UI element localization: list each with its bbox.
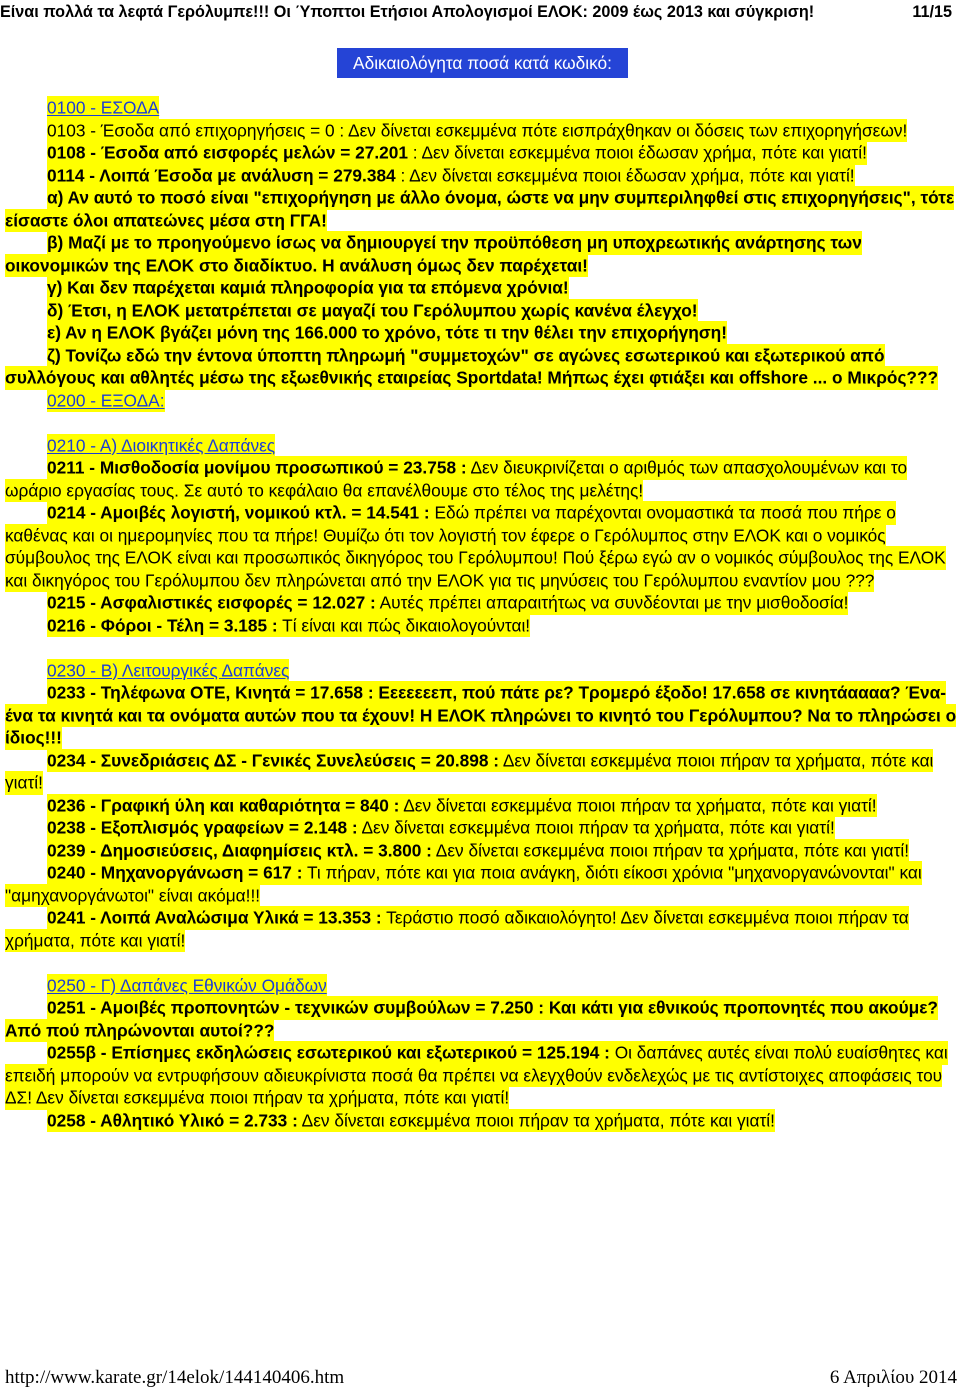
page-counter: 11/15 bbox=[912, 3, 952, 21]
note-d bbox=[5, 300, 958, 323]
note-c bbox=[5, 277, 958, 300]
document-title: Είναι πολλά τα λεφτά Γερόλυμπε!!! Οι Ύποπτοι Ετήσιοι Απολογισμοί ΕΛΟΚ: 2009 έως 2013 και σύγκριση! bbox=[0, 3, 815, 21]
entry-amount: 0236 - Γραφική ύλη και καθαριότητα = 840 : bbox=[47, 795, 400, 816]
entry-amount: 0240 - Μηχανοργάνωση = 617 : bbox=[47, 863, 303, 883]
entry-amount: 0214 - Αμοιβές λογιστή, νομικού κτλ. = 14.541 : bbox=[47, 503, 430, 523]
entry-0241 bbox=[5, 907, 958, 952]
entry-comment: Τί είναι και πώς δικαιολογούνται! bbox=[277, 615, 531, 636]
entry-comment: Εδώ πρέπει να παρέχονται ονομαστικά τα ποσά που πήρε ο καθένας και οι ημερομηνίες που τα πήρε! Θυμίζω ότι τον λογιστή τον έφερε ο Γερόλυμπος στην ΕΛΟΚ και ο νομικός σύμβουλος της ΕΛΟΚ είναι και προσωπικός δικηγόρος του Γερόλυμπου! Πού ξέρω εγώ αν ο νομικός σύμβουλος της ΕΛΟΚ και δικηγόρος του Γερόλυμπου δεν πληρώνεται από την ΕΛΟΚ για τις μηνύσεις του Γερόλυμπου εναντίον μου ??? bbox=[5, 503, 946, 591]
entry-0114 bbox=[5, 165, 958, 188]
entry-0258 bbox=[5, 1110, 958, 1133]
entry-amount: 0255β - Επίσημες εκδηλώσεις εσωτερικού και εξωτερικού = 125.194 : bbox=[47, 1043, 610, 1063]
entry-0215 bbox=[5, 592, 958, 615]
entry-comment: Τεράστιο ποσό αδικαιολόγητο! Δεν δίνεται εσκεμμένα ποιοι πήραν τα χρήματα, πότε και γιατί! bbox=[5, 908, 909, 951]
entry-comment: Δεν δίνεται εσκεμμένα ποιοι πήραν τα χρήματα, πότε και γιατί! bbox=[399, 795, 877, 816]
entry-0234 bbox=[5, 750, 958, 795]
entry-text: 0103 - Έσοδα από επιχορηγήσεις = 0 : Δεν δίνεται εσκεμμένα πότε εισπράχθηκαν οι δόσεις των επιχορηγήσεων! bbox=[47, 120, 908, 141]
blank-line bbox=[5, 637, 958, 660]
entry-0239 bbox=[5, 840, 958, 863]
heading-0210-administrative bbox=[5, 435, 958, 458]
entry-comment: : Δεν δίνεται εσκεμμένα ποιοι έδωσαν χρήμα, πότε και γιατί! bbox=[412, 143, 867, 163]
entry-0103 bbox=[5, 120, 958, 143]
entry-0240 bbox=[5, 862, 958, 907]
note-text: ε) Αν η ΕΛΟΚ βγάζει μόνη της 166.000 το χρόνο, τότε τι την θέλει την επιχορήγηση! bbox=[47, 323, 727, 343]
entry-amount: 0211 - Μισθοδοσία μονίμου προσωπικού = 23.758 : bbox=[47, 458, 467, 478]
entry-0108 bbox=[5, 142, 958, 165]
entry-comment: Αυτές πρέπει απαραιτήτως να συνδέονται με την μισθοδοσία! bbox=[375, 593, 849, 613]
entry-0236 bbox=[5, 795, 958, 818]
section-heading: 0210 - Α) Διοικητικές Δαπάνες bbox=[47, 435, 276, 456]
entry-0238 bbox=[5, 817, 958, 840]
section-heading: 0250 - Γ) Δαπάνες Εθνικών Ομάδων bbox=[47, 975, 327, 996]
entry-comment: Δεν διευκρινίζεται ο αριθμός των απασχολουμένων και το ωράριο εργασίας τους. Σε αυτό το κεφάλαιο θα επανέλθουμε στο τέλος της μελέτης! bbox=[5, 458, 908, 501]
note-text: α) Αν αυτό το ποσό είναι "επιχορήγηση με άλλο όνομα, ώστε να μην συμπεριληφθεί στις επιχορηγήσεις", τότε είσαστε όλοι απατεώνες μέσα στη ΓΓΑ! bbox=[5, 188, 955, 231]
section-heading: 0230 - Β) Λειτουργικές Δαπάνες bbox=[47, 660, 290, 681]
entry-text: 0251 - Αμοιβές προπονητών - τεχνικών συμβούλων = 7.250 : Και κάτι για εθνικούς προπονητές που ακούμε? Από πού πληρώνονται αυτοί??? bbox=[5, 998, 938, 1041]
entry-0251 bbox=[5, 997, 958, 1042]
entry-amount: 0238 - Εξοπλισμός γραφείων = 2.148 : bbox=[47, 818, 358, 838]
entry-amount: 0114 - Λοιπά Έσοδα με ανάλυση = 279.384 bbox=[47, 165, 401, 186]
heading-0230-operating bbox=[5, 660, 958, 683]
note-e bbox=[5, 322, 958, 345]
document-header bbox=[0, 1, 952, 23]
entry-0214 bbox=[5, 502, 958, 592]
entry-amount: 0239 - Δημοσιεύσεις, Διαφημίσεις κτλ. = 3.800 : bbox=[47, 840, 432, 861]
entry-0211 bbox=[5, 457, 958, 502]
note-text: ζ) Τονίζω εδώ την έντονα ύποπτη πληρωμή "συμμετοχών" σε αγώνες εσωτερικού και εξωτερικού από συλλόγους και αθλητές μέσω της εξωεθνικής εταιρείας Sportdata! Μήπως έχει φτιάξει και offshore ... ο Μικρός??? bbox=[5, 345, 939, 388]
note-b bbox=[5, 232, 958, 277]
note-text: δ) Έτσι, η ΕΛΟΚ μετατρέπεται σε μαγαζί του Γερόλυμπου χωρίς κανένα έλεγχο! bbox=[47, 300, 698, 321]
note-z bbox=[5, 345, 958, 390]
section-heading: 0200 - ΕΞΟΔΑ: bbox=[47, 390, 165, 411]
entry-amount: 0108 - Έσοδα από εισφορές μελών = 27.201 bbox=[47, 143, 413, 163]
section-title: Αδικαιολόγητα ποσά κατά κωδικό: bbox=[337, 48, 628, 78]
footer-date: 6 Απριλίου 2014 bbox=[829, 1367, 957, 1388]
heading-0100-income bbox=[5, 97, 958, 120]
note-text: β) Μαζί με το προηγούμενο ίσως να δημιουργεί την προϋπόθεση μη υποχρεωτικής ανάρτησης των οικονομικών της ΕΛΟΚ στο διαδίκτυο. Η ανάλυση όμως δεν παρέχεται! bbox=[5, 233, 862, 276]
entry-amount: 0216 - Φόροι - Τέλη = 3.185 : bbox=[47, 615, 278, 636]
entry-amount: 0215 - Ασφαλιστικές εισφορές = 12.027 : bbox=[47, 593, 376, 613]
entry-amount: 0234 - Συνεδριάσεις ΔΣ - Γενικές Συνελεύσεις = 20.898 : bbox=[47, 750, 500, 771]
entry-comment: Δεν δίνεται εσκεμμένα ποιοι πήραν τα χρήματα, πότε και γιατί! bbox=[297, 1110, 775, 1131]
heading-0200-expenses bbox=[5, 390, 958, 413]
entry-0233 bbox=[5, 682, 958, 750]
entry-comment: Δεν δίνεται εσκεμμένα ποιοι πήραν τα χρήματα, πότε και γιατί! bbox=[431, 840, 910, 861]
entry-0255b bbox=[5, 1042, 958, 1110]
entry-amount: 0258 - Αθλητικό Υλικό = 2.733 : bbox=[47, 1110, 298, 1131]
entry-comment: Οι δαπάνες αυτές είναι πολύ ευαίσθητες και επειδή μπορούν να εντρυφήσουν αδιευκρίνιστα ποσά θα πρέπει να ελεγχθούν ενδελεχώς με τις αντίστοιχες αποφάσεις του ΔΣ! Δεν δίνεται εσκεμμένα ποιοι πήραν τα χρήματα, πότε και γιατί! bbox=[5, 1043, 948, 1108]
entry-comment: Δεν δίνεται εσκεμμένα ποιοι πήραν τα χρήματα, πότε και γιατί! bbox=[357, 818, 835, 838]
blank-line bbox=[5, 412, 958, 435]
blank-line bbox=[5, 952, 958, 975]
entry-comment: Δεν δίνεται εσκεμμένα ποιοι πήραν τα χρήματα, πότε και γιατί! bbox=[5, 750, 934, 793]
section-heading: 0100 - ΕΣΟΔΑ bbox=[47, 98, 160, 118]
entry-comment: Τι πήραν, πότε και για ποια ανάγκη, διότι είκοσι χρόνια "μηχανοργανώνονται" και "αμηχανοργάνωτοι" είναι ακόμα!!! bbox=[5, 863, 922, 906]
entry-0216 bbox=[5, 615, 958, 638]
entry-text: 0233 - Τηλέφωνα ΟΤΕ, Κινητά = 17.658 : Εεεεεεεπ, πού πάτε ρε? Τρομερό έξοδο! 17.658 σε κινητάαααα? Ένα-ένα τα κινητά και τα ονόματα αυτών που τα έχουν! Η ΕΛΟΚ πληρώνει το κινητό του Γερόλυμπου? Να το πληρώσει ο ίδιος!!! bbox=[5, 683, 957, 748]
document-body bbox=[5, 97, 958, 1132]
note-a bbox=[5, 187, 958, 232]
footer-url: http://www.karate.gr/14elok/144140406.htm bbox=[5, 1367, 345, 1388]
entry-amount: 0241 - Λοιπά Αναλώσιμα Υλικά = 13.353 : bbox=[47, 908, 382, 928]
heading-0250-national-teams bbox=[5, 975, 958, 998]
note-text: γ) Και δεν παρέχεται καμιά πληροφορία για τα επόμενα χρόνια! bbox=[47, 278, 569, 298]
entry-comment: : Δεν δίνεται εσκεμμένα ποιοι έδωσαν χρήμα, πότε και γιατί! bbox=[400, 165, 855, 186]
page-footer bbox=[5, 1365, 957, 1391]
